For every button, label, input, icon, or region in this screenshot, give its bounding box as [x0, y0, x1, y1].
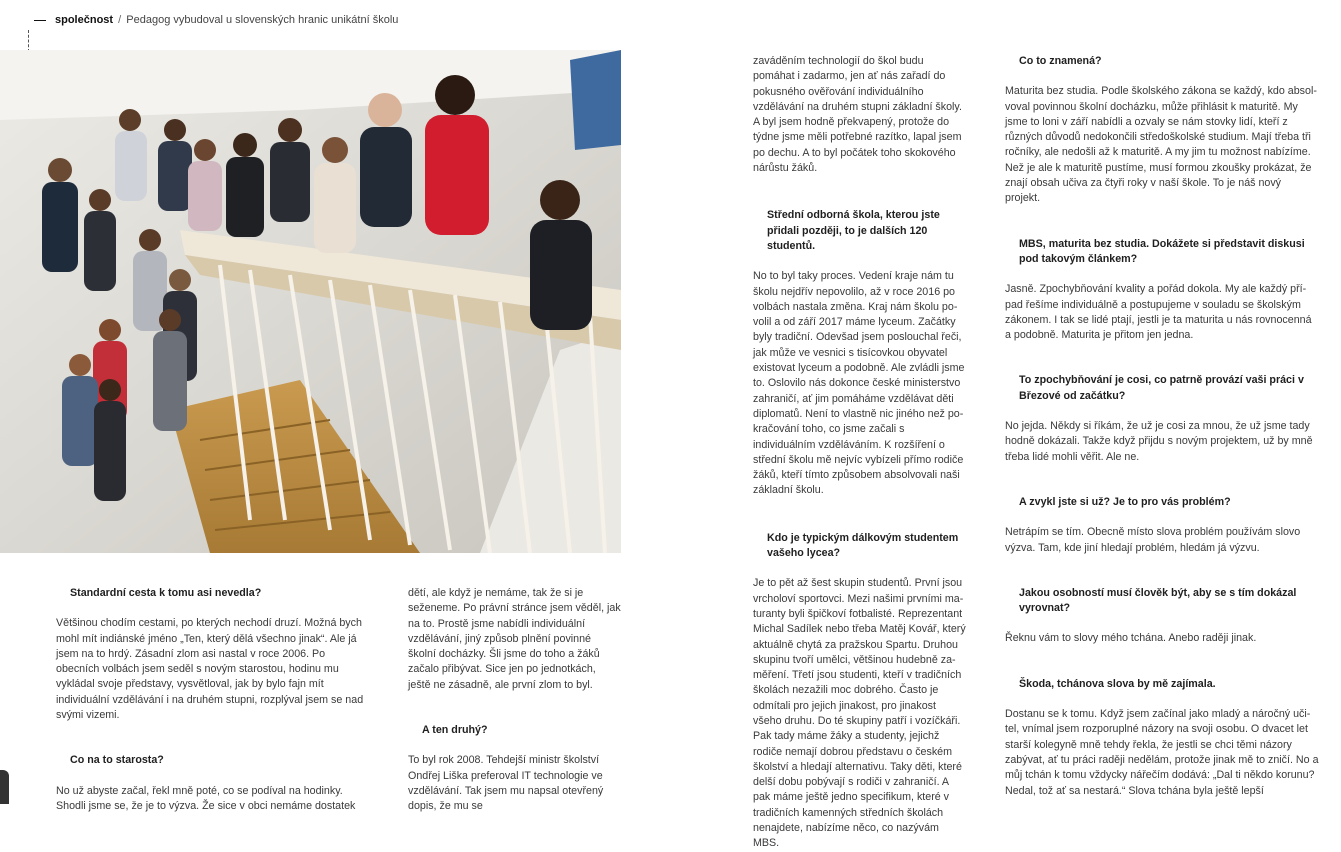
question-heading: A ten druhý? [422, 724, 488, 737]
running-header [34, 14, 398, 26]
article-title: Pedagog vybudoval u slovenských hranic unikátní školu [126, 14, 399, 26]
question-heading: Co to znamená? [1019, 55, 1102, 67]
column-4 [1005, 54, 1319, 799]
header-dash [34, 20, 46, 21]
question-heading: Jakou osobností musí člověk být, aby se s tím dokázal vyrovnat? [1019, 586, 1297, 615]
group-photo-icon [0, 50, 621, 553]
question-heading: Kdo je typickým dálkovým studentem vašeho lycea? [767, 531, 959, 560]
answer-paragraph: No jejda. Někdy si říkám, že už je cosi za mnou, že už jsme tady hodně dokázali. Takže když přijdu s novým projektem, už by mně třeba lidé mohli věřit. Ale ne. [1005, 420, 1313, 463]
crop-mark [28, 30, 29, 52]
column-3 [753, 54, 967, 852]
answer-paragraph: Dostanu se k tomu. Když jsem začínal jako mladý a náročný učitel, vnímal jsem rozporuplné názory na svoji osobu. O dvacet let starší kolegyně mně tehdy řekla, že jestli se chci těmi názory zabývat, ať tu práci raději nedělám, protože jinak mě to zničí. No a můj tchán k tomu vždycky nářečím dodává: „Dal ti někdo korunu? Nedal, tož ať sa nestará.“ Slova tchána byla ještě lepší [1005, 708, 1319, 797]
answer-paragraph: Jasně. Zpochybňování kvality a pořád dokola. My ale každý případ řešíme individuálně a postupujeme v souladu se školským zákonem. I tak se lidé ptají, jestli je ta maturita u nás rovnocenná a podobně. Maturita je přitom jen jedna. [1005, 283, 1312, 342]
question-heading: To zpochybňování je cosi, co patrně provází vaši práci v Březové od začátku? [1019, 374, 1304, 402]
answer-paragraph: No už abyste začal, řekl mně poté, co se podíval na hodinky. Shodli jsme se, že je to výzva. Že sice v obci nemáme dostatek [56, 784, 356, 812]
answer-paragraph: dětí, ale když je nemáme, tak že si je seženeme. Po právní stránce jsem věděl, jak na to. Prostě jsme nabídli individuální vzdělávání, jiný způsob plnění povinné školní docházky. Šli jsme do toho a žáků začalo přibývat. Sice jen po jednotkách, ještě ne zásadně, ale první zlom to byl. [408, 587, 621, 691]
column-1 [56, 586, 370, 814]
section-label: společnost [55, 14, 114, 26]
column-2 [408, 586, 621, 815]
answer-paragraph: Je to pět až šest skupin studentů. První jsou vrcholoví sportovci. Mezi našimi prvními maturanty byli špičkoví fotbalisté. Reprezentant Michal Sadílek nebo třeba Matěj Kovář, který aktuálně chytá za pražskou Spartu. Druhou skupinu tvoří umělci, většinou hudebně zaměření. Třetí jsou studenti, kteří v tradičních školách nezažili moc dobrého. Často je odmítali pro jejich jinakost, pro jinakost všeho druhu. Do té skupiny patří i vozíčkáři. Pak tady máme žáky a studenty, jejichž rodiče nemají dobrou představu o českém školství a hledají alternativu. Taky děti, které delší dobu pobývají s rodiči v zahraničí. A pak máme ještě jedno specifikum, které v tradičních kamenných středních školách nenajdete, nabízíme něco, co nazývám MBS. [753, 577, 966, 850]
answer-paragraph: zaváděním technologií do škol budu pomáhat i zadarmo, jen ať nás zařadí do pokusného ověřování individuálního vzdělávání na druhém stupni základní školy. A byl jsem hodně překvapený, protože do týdne jsme měli potřebné razítko, lapal jsem po dechu. A to byl počátek toho skokového nárůstu žáků. [753, 55, 962, 175]
answer-paragraph: Maturita bez studia. Podle školského zákona se každý, kdo absolvoval povinnou školní docházku, může přihlásit k maturitě. My jsme to loni v září nabídli a ozvaly se nám stovky lidí, kteří z různých důvodů nedokončili středoškolské studium. Mají třeba tři ročníky, ale nedošli až k maturitě. A my jim tu možnost nabízíme. Než je ale k maturitě pustíme, musí formou zkoušky prokázat, že znají obsah učiva za čtyři roky v naší škole. To je náš nový projekt. [1005, 85, 1317, 205]
question-heading: MBS, maturita bez studia. Dokážete si představit diskusi pod takovým článkem? [1019, 237, 1305, 265]
answer-paragraph: Většinou chodím cestami, po kterých nechodí druzí. Možná bych mohl mít indiánské jméno „Ten, který dělá všechno jinak“. Ale já jsem na to hrdý. Zásadní zlom asi nastal v roce 2006. Po obecních volbách jsem seděl s novým starostou, hodinu mu vykládal svoje představy, vysvětloval, jak by bylo fajn mít individuální vzdělávání i na druhém stupni, rozplýval jsem se nad svými vizemi. [56, 617, 364, 722]
question-heading: Standardní cesta k tomu asi nevedla? [70, 587, 262, 599]
question-heading: A zvykl jste si už? Je to pro vás problém? [1019, 495, 1231, 508]
answer-paragraph: Řeknu vám to slovy mého tchána. Anebo raději jinak. [1005, 632, 1257, 645]
question-heading: Škoda, tchánova slova by mě zajímala. [1019, 677, 1216, 690]
answer-paragraph: Netrápím se tím. Obecně místo slova problém používám slovo výzva. Tam, kde jiní hledají problém, hledám já výzvu. [1005, 526, 1301, 554]
page-corner-tab [0, 770, 9, 804]
answer-paragraph: To byl rok 2008. Tehdejší ministr školství Ondřej Liška preferoval IT technologie ve vzdělávání. Tak jsem mu napsal otevřený dopis, že mu se [408, 754, 604, 813]
header-separator: / [118, 14, 122, 26]
question-heading: Střední odborná škola, kterou jste přidali později, to je dalších 120 studentů. [767, 209, 940, 252]
answer-paragraph: No to byl taky proces. Vedení kraje nám tu školu nejdřív nepovolilo, až v roce 2016 po volbách nastala změna. Kraj nám školu povolil a od září 2017 máme lyceum. Začátky byly tradiční. Odevšad jsem poslouchal řeči, jak může ve vesnici s tisícovkou obyvatel existovat lyceum a podobně. Ale zvládli jsme to. Oslovilo nás dokonce české ministerstvo zahraničí, ať jim pomáháme vzdělávat děti diplomatů. Není to vlastně nic jiného než pokračování toho, co jsme začali s individuálním vzděláváním. K rozšíření o střední školu mě nejvíc vybízeli přímo rodiče žáků, kteří tímto způsobem absolvovali naši základní školu. [753, 270, 965, 497]
question-heading: Co na to starosta? [70, 754, 164, 767]
